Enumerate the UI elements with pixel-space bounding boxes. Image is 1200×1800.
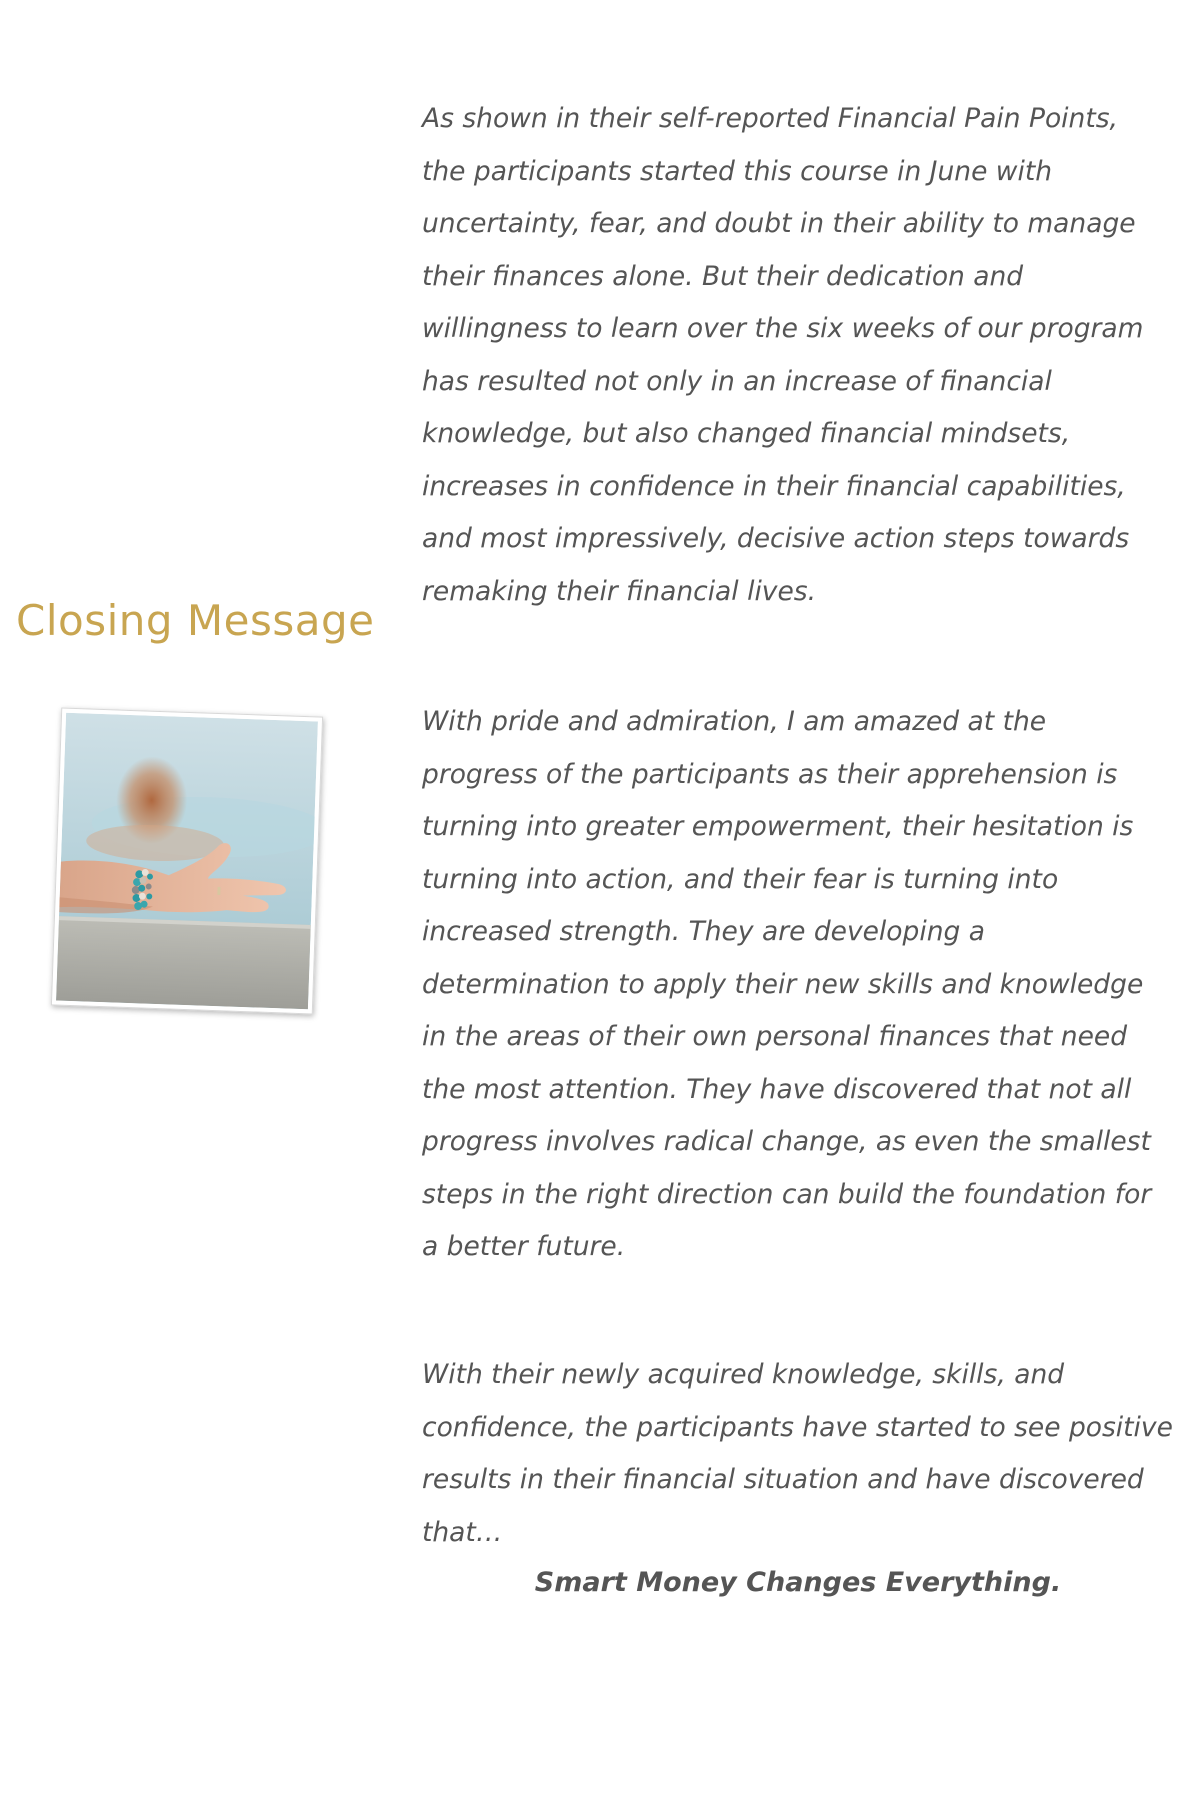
results-paragraph: With their newly acquired knowledge, skills, and confidence, the participants have started to see positive results in their financial situation and have discovered that… — [422, 1359, 1173, 1548]
intro-paragraph: As shown in their self-reported Financial Pain Points, the participants started this course in June with uncertainty, fear, and doubt in their ability to manage their finances alone. But their dedication and willingness to learn over the six weeks of our program has resulted not only in an increase of financial knowledge, but also changed financial mindsets, increases in confidence in their financial capabilities, and most impressively, decisive action steps towards remaking their financial lives. — [422, 103, 1144, 607]
section-title: Closing Message — [16, 596, 375, 645]
hands-photo — [51, 708, 323, 1015]
progress-paragraph: With pride and admiration, I am amazed at the progress of the participants as their apprehension is turning into greater empowerment, their hesitation is turning into action, and their fear is turning into increased strength. They are developing a determination to apply their new skills and knowledge in the areas of their own personal finances that need the most attention. They have discovered that not all progress involves radical change, as even the smallest steps in the right direction can build the foundation for a better future. — [422, 706, 1152, 1262]
tagline: Smart Money Changes Everything. — [534, 1567, 1062, 1598]
hands-with-bracelets-photo-icon — [56, 713, 318, 1010]
